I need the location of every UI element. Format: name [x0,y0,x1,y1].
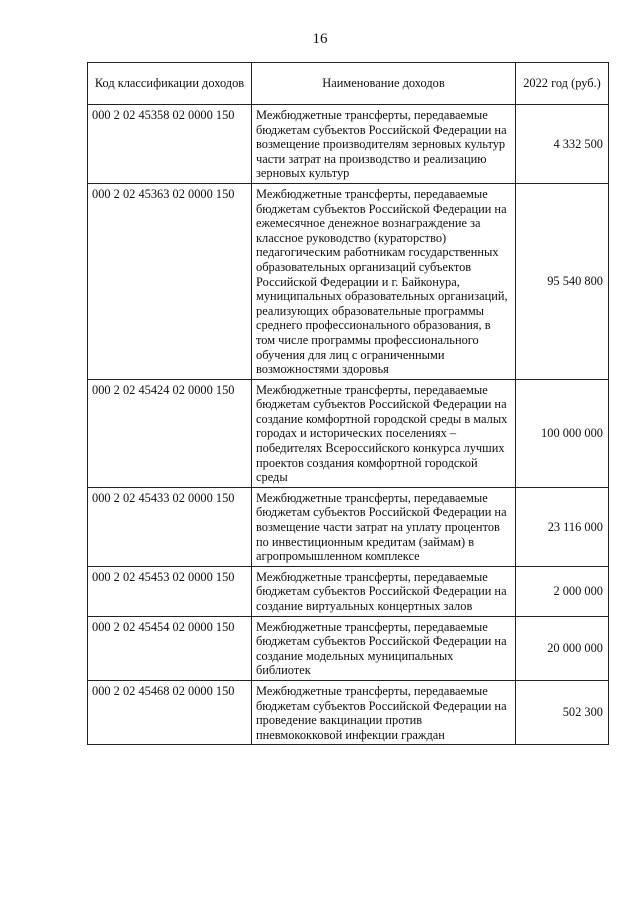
table-row [88,105,609,184]
row-amount: 23 116 000 [516,487,609,566]
table-row [88,183,609,379]
row-code: 000 2 02 45433 02 0000 150 [88,487,252,566]
row-code: 000 2 02 45363 02 0000 150 [88,183,252,379]
table-header [88,63,609,105]
row-amount: 100 000 000 [516,379,609,487]
row-amount: 4 332 500 [516,105,609,184]
row-amount: 502 300 [516,680,609,744]
row-name: Межбюджетные трансферты, передаваемые бюджетам субъектов Российской Федерации на возмещение производителям зерновых культур части затрат на производство и реализацию зерновых культур [252,105,516,184]
table-row [88,566,609,616]
row-code: 000 2 02 45358 02 0000 150 [88,105,252,184]
page-number: 16 [312,31,328,47]
column-header-amount: 2022 год (руб.) [516,63,609,105]
table-row [88,379,609,487]
table-header-row [88,63,609,105]
row-name: Межбюджетные трансферты, передаваемые бюджетам субъектов Российской Федерации на создание виртуальных концертных залов [252,566,516,616]
row-amount: 2 000 000 [516,566,609,616]
table-body [88,105,609,745]
row-code: 000 2 02 45424 02 0000 150 [88,379,252,487]
row-amount: 20 000 000 [516,616,609,680]
table-row [88,487,609,566]
revenue-table [87,62,609,745]
column-header-name: Наименование доходов [252,63,516,105]
column-header-code: Код классификации доходов [88,63,252,105]
row-name: Межбюджетные трансферты, передаваемые бюджетам субъектов Российской Федерации на ежемесячное денежное вознаграждение за классное руководство (кураторство) педагогическим работникам государственных образовательных организаций субъектов Российской Федерации и г. Байконура, муниципальных образовательных организаций, реализующих образовательные программы среднего профессионального образования, в том числе программы профессионального обучения для лиц с ограниченными возможностями здоровья [252,183,516,379]
row-name: Межбюджетные трансферты, передаваемые бюджетам субъектов Российской Федерации на проведение вакцинации против пневмококковой инфекции граждан [252,680,516,744]
row-name: Межбюджетные трансферты, передаваемые бюджетам субъектов Российской Федерации на создание комфортной городской среды в малых городах и исторических поселениях – победителях Всероссийского конкурса лучших проектов создания комфортной городской среды [252,379,516,487]
row-code: 000 2 02 45454 02 0000 150 [88,616,252,680]
row-code: 000 2 02 45468 02 0000 150 [88,680,252,744]
row-amount: 95 540 800 [516,183,609,379]
row-name: Межбюджетные трансферты, передаваемые бюджетам субъектов Российской Федерации на возмещение части затрат на уплату процентов по инвестиционным кредитам (займам) в агропромышленном комплексе [252,487,516,566]
table-row [88,680,609,744]
row-code: 000 2 02 45453 02 0000 150 [88,566,252,616]
row-name: Межбюджетные трансферты, передаваемые бюджетам субъектов Российской Федерации на создание модельных муниципальных библиотек [252,616,516,680]
table-row [88,616,609,680]
